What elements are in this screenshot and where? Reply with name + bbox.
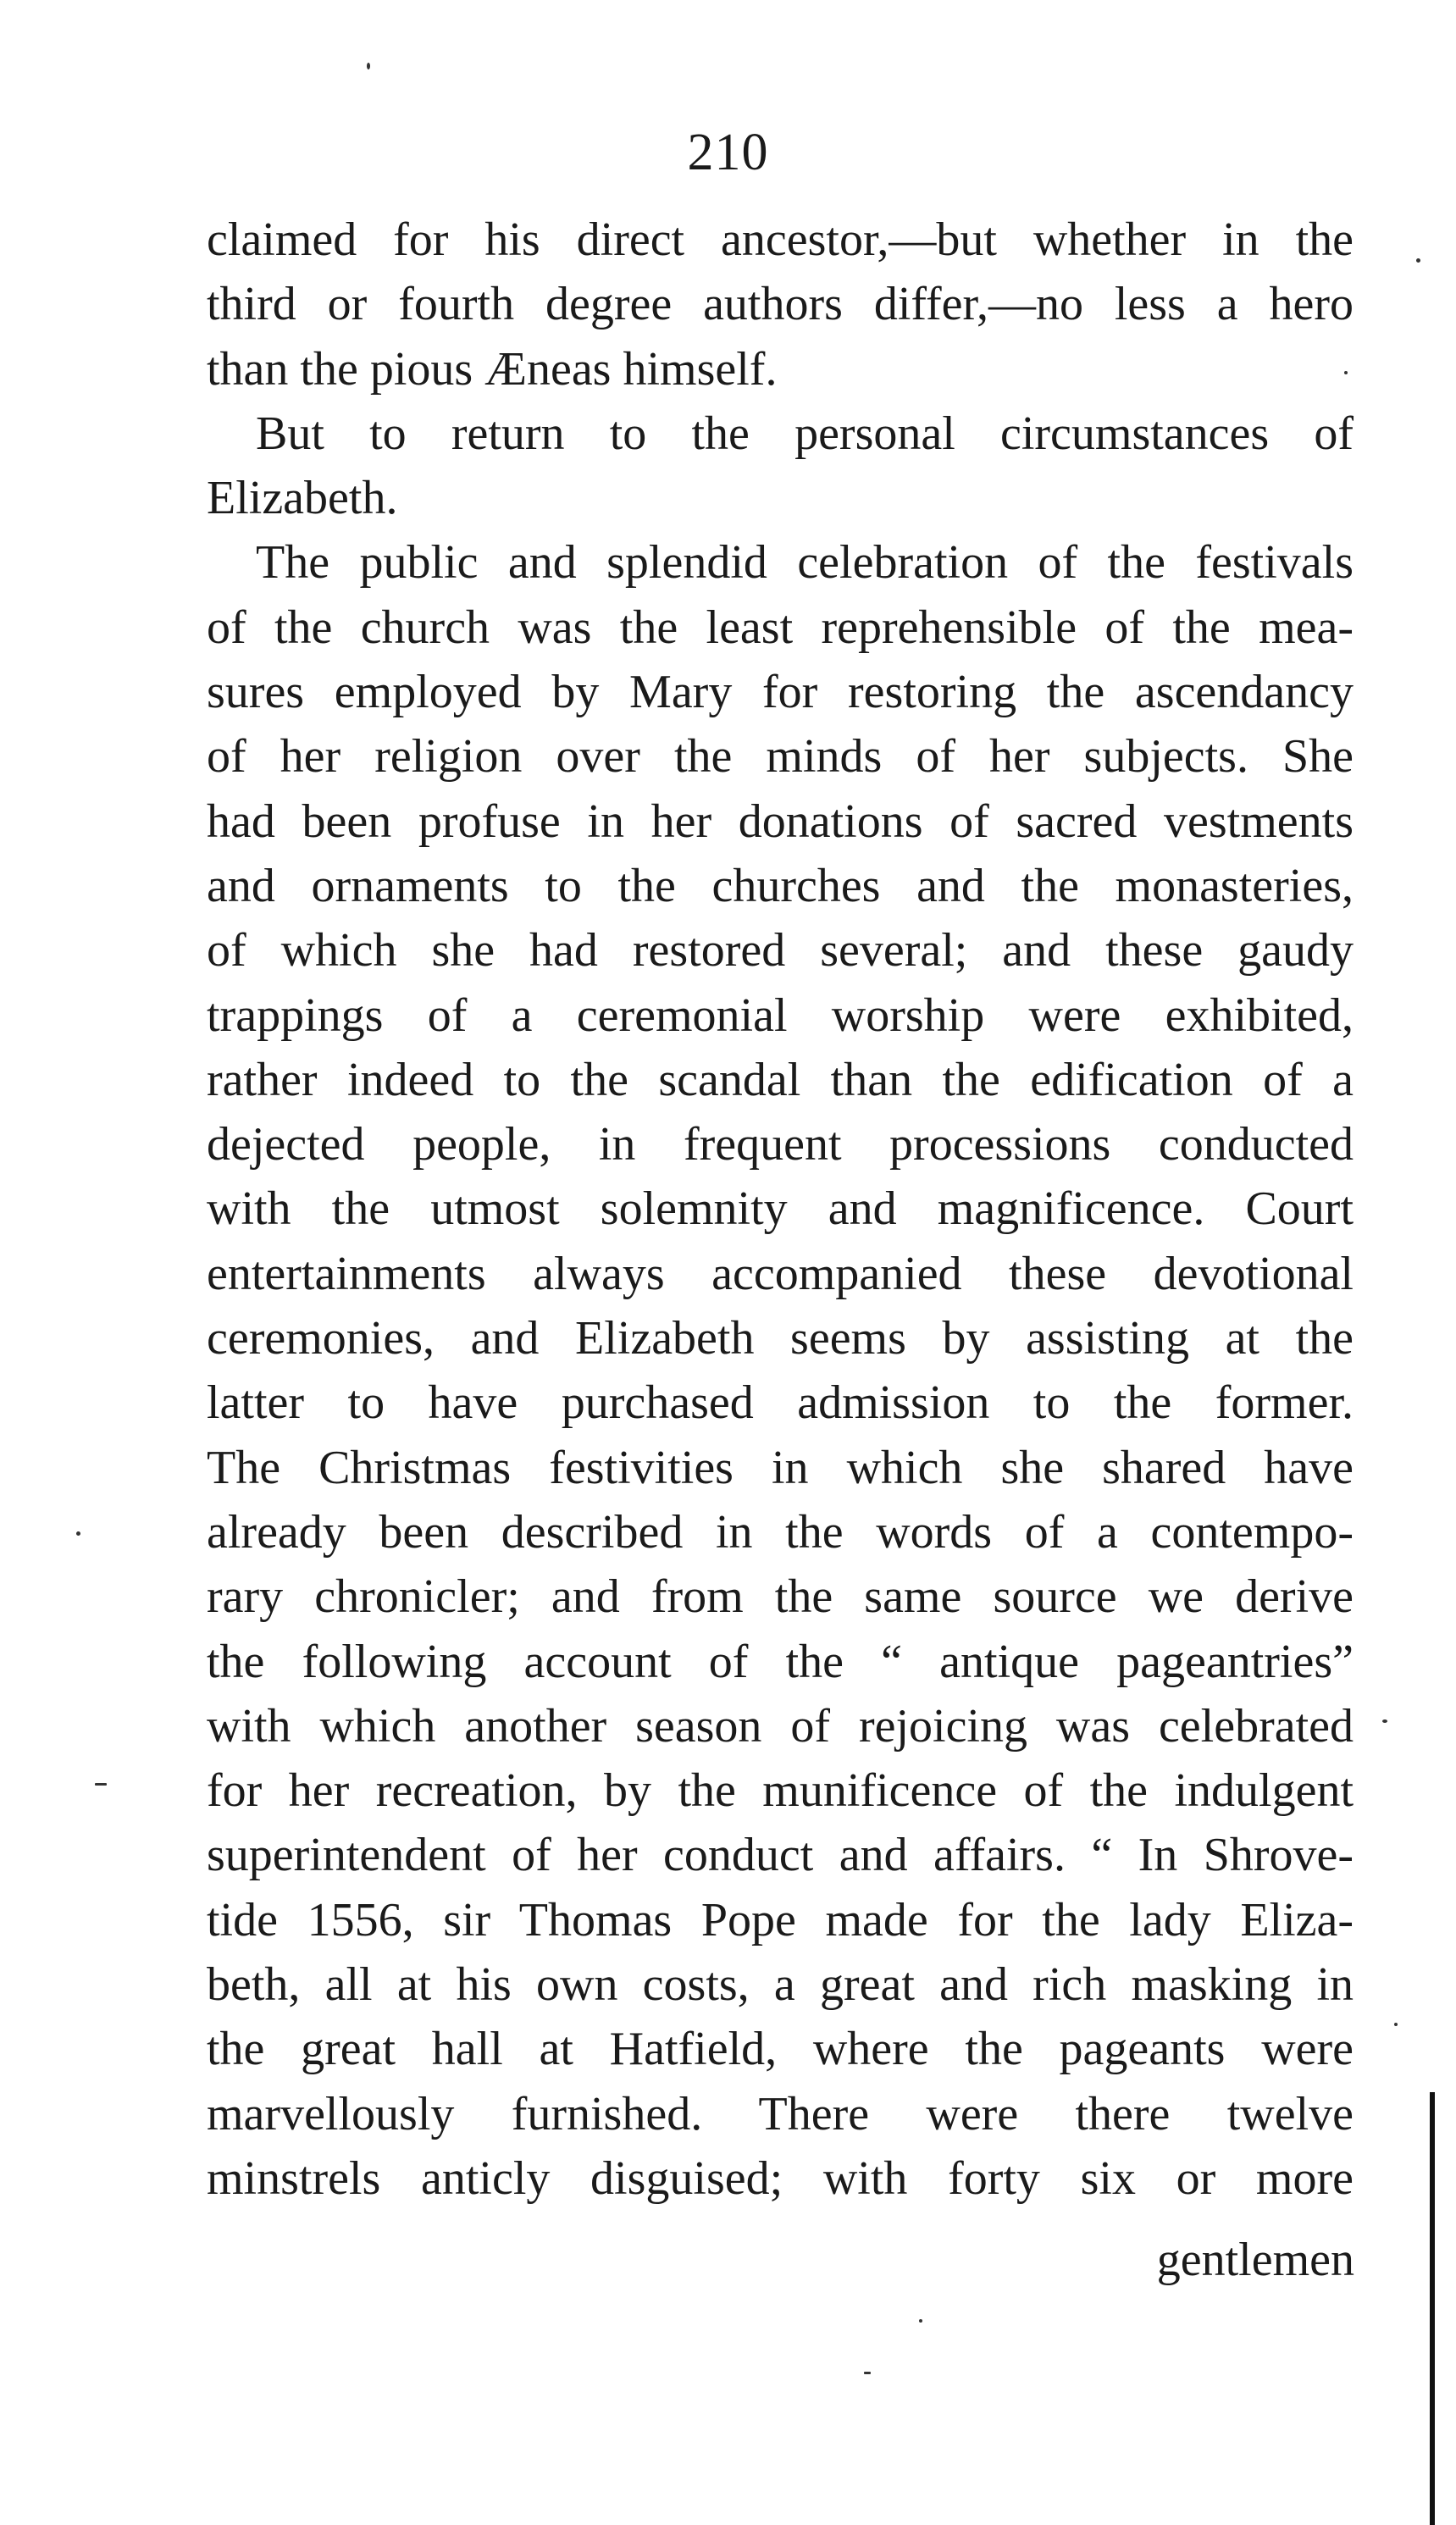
text-line: claimed for his direct ancestor,—but whether in the [207,213,1354,266]
ink-speck [1416,258,1420,263]
text-line: with which another season of rejoicing was celebrated [207,1699,1354,1753]
text-line: the following account of the “ antique pageantries” [207,1635,1354,1688]
text-line: already been described in the words of a contempo- [207,1505,1354,1559]
text-line: The public and splendid celebration of the festivals [256,536,1354,590]
text-line: rary chronicler; and from the same source we derive [207,1570,1354,1624]
text-line: marvellously furnished. There were there twelve [207,2087,1354,2140]
text-line: than the pious Æneas himself. [207,342,778,396]
text-line: ceremonies, and Elizabeth seems by assisting at the [207,1312,1354,1365]
ink-speck [367,63,370,69]
margin-rule [1430,2092,1435,2525]
text-line: minstrels anticly disguised; with forty six or more [207,2151,1354,2205]
page-number: 210 [687,124,769,181]
text-line: third or fourth degree authors differ,—no less a hero [207,278,1354,331]
ink-speck [76,1531,80,1536]
text-line: trappings of a ceremonial worship were exhibited, [207,988,1354,1042]
text-line: of which she had restored several; and these gaudy [207,924,1354,977]
text-line: The Christmas festivities in which she shared have [207,1441,1354,1494]
text-line: beth, all at his own costs, a great and rich masking in [207,1958,1354,2012]
text-line: entertainments always accompanied these devotional [207,1247,1354,1300]
text-line: But to return to the personal circumstances of [256,407,1354,460]
catchword: gentlemen [1156,2234,1354,2286]
ink-speck [1394,2023,1398,2026]
ink-speck [1344,371,1348,374]
text-line: superintendent of her conduct and affairs. “ In Shrove- [207,1829,1354,1882]
ink-speck [919,2319,922,2323]
text-line: the great hall at Hatfield, where the pageants were [207,2023,1354,2076]
body-text [207,208,1354,2211]
text-line: of her religion over the minds of her subjects. She [207,730,1354,784]
text-line: latter to have purchased admission to the former. [207,1376,1354,1430]
text-line: sures employed by Mary for restoring the ascendancy [207,666,1354,719]
text-line: had been profuse in her donations of sacred vestments [207,795,1354,848]
text-line: of the church was the least reprehensible of the mea- [207,601,1354,654]
ink-speck [1382,1719,1387,1723]
text-line: tide 1556, sir Thomas Pope made for the lady Eliza- [207,1893,1354,1946]
ink-speck [864,2372,871,2374]
ink-speck [95,1783,107,1786]
text-line: dejected people, in frequent processions conducted [207,1118,1354,1171]
text-line: for her recreation, by the munificence of the indulgent [207,1764,1354,1818]
text-line: Elizabeth. [207,472,398,525]
text-line: rather indeed to the scandal than the edification of a [207,1053,1354,1106]
text-line: with the utmost solemnity and magnificence. Court [207,1182,1354,1236]
text-line: and ornaments to the churches and the monasteries, [207,859,1354,912]
